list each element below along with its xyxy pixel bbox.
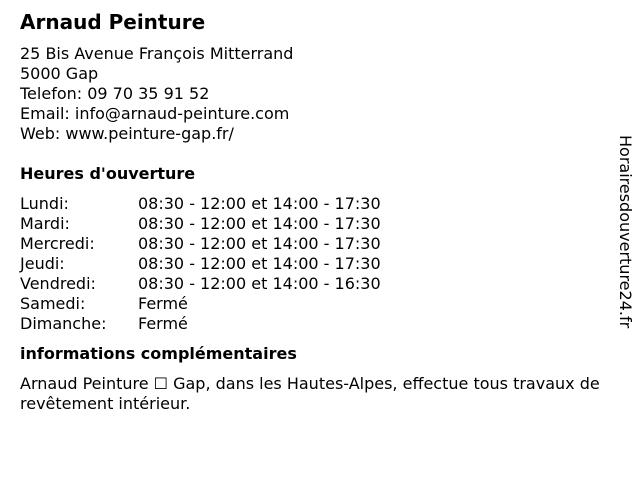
day-label: Mardi:	[20, 214, 70, 233]
hours-table	[20, 194, 610, 334]
web-line: Web: www.peinture-gap.fr/	[20, 124, 234, 143]
day-label: Dimanche:	[20, 314, 107, 333]
hours-row	[20, 254, 610, 274]
day-label: Vendredi:	[20, 274, 96, 293]
day-label: Mercredi:	[20, 234, 95, 253]
hours-row	[20, 294, 610, 314]
site-brand-vertical: Horairesdouverture24.fr	[616, 135, 635, 329]
hours-row	[20, 274, 610, 294]
address-line-1: 25 Bis Avenue François Mitterrand	[20, 44, 294, 63]
hours-row	[20, 234, 610, 254]
hours-value: 08:30 - 12:00 et 14:00 - 17:30	[138, 214, 381, 233]
hours-value: Fermé	[138, 294, 188, 313]
phone-line: Telefon: 09 70 35 91 52	[20, 84, 210, 103]
email-line: Email: info@arnaud-peinture.com	[20, 104, 290, 123]
hours-value: Fermé	[138, 314, 188, 333]
hours-value: 08:30 - 12:00 et 14:00 - 17:30	[138, 234, 381, 253]
business-card	[20, 9, 610, 414]
hours-row	[20, 314, 610, 334]
hours-value: 08:30 - 12:00 et 14:00 - 16:30	[138, 274, 381, 293]
day-label: Lundi:	[20, 194, 69, 213]
day-label: Jeudi:	[20, 254, 65, 273]
hours-title: Heures d'ouverture	[20, 164, 196, 183]
hours-row	[20, 214, 610, 234]
hours-value: 08:30 - 12:00 et 14:00 - 17:30	[138, 254, 381, 273]
address-line-2: 5000 Gap	[20, 64, 99, 83]
info-description: Arnaud Peinture ☐ Gap, dans les Hautes-Alpes, effectue tous travaux de revêtement intérieur.	[20, 374, 600, 413]
business-name: Arnaud Peinture	[20, 10, 206, 34]
hours-row	[20, 194, 610, 214]
day-label: Samedi:	[20, 294, 86, 313]
info-title: informations complémentaires	[20, 344, 297, 363]
hours-value: 08:30 - 12:00 et 14:00 - 17:30	[138, 194, 381, 213]
